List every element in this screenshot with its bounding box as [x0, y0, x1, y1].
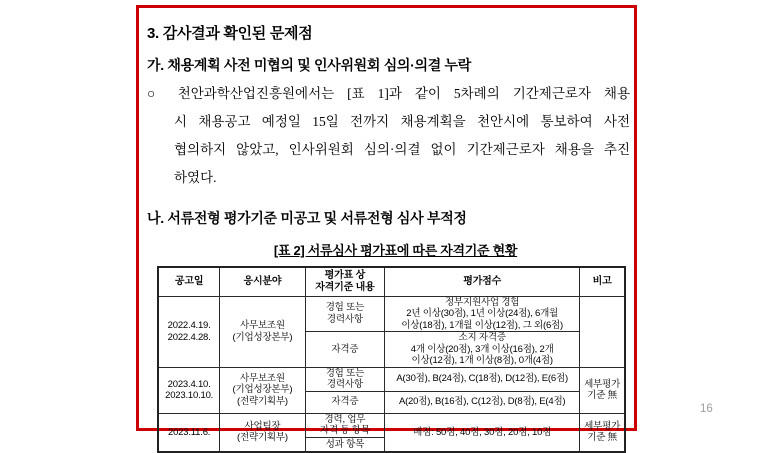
paragraph-line: 하였다. — [174, 170, 217, 185]
page-title: 3. 감사결과 확인된 문제점 — [147, 25, 313, 42]
paragraph-line: 협의하지 않았고, 인사위원회 심의·의결 없이 기간제근로자 채용을 추진 — [174, 142, 630, 157]
paragraph-line: 시 채용공고 예정일 15일 전까지 채용계획을 천안시에 통보하여 사전 — [174, 114, 630, 129]
cell-note: 세부평가 기준 無 — [580, 367, 625, 413]
paragraph-line — [147, 80, 630, 108]
cell-field: 사무보조원 (기업성장본부) — [220, 296, 305, 367]
header-score: 평가점수 — [385, 267, 580, 296]
header-criteria-line1: 평가표 상 — [324, 269, 366, 281]
cell-score: 배점: 50점, 40점, 30점, 20점, 10점 — [385, 413, 580, 452]
section-b-heading: 나. 서류전형 평가기준 미공고 및 서류전형 심사 부적정 — [147, 210, 467, 226]
cell-field: 사무보조원 (기업성장본부) (전략기획부) — [220, 367, 305, 413]
table-row — [158, 296, 625, 332]
table-title: [표 2] 서류심사 평가표에 따른 자격기준 현황 — [273, 243, 518, 258]
cell-criteria: 자격증 — [305, 332, 385, 368]
section-a-heading: 가. 채용계획 사전 미협의 및 인사위원회 심의·의결 누락 — [147, 57, 472, 73]
cell-date: 2022.4.19. 2022.4.28. — [158, 296, 220, 367]
cell-date: 2023.11.6. — [158, 413, 220, 452]
table-row — [158, 367, 625, 391]
cell-field: 사업팀장 (전략기획부) — [220, 413, 305, 452]
cell-criteria: 경험 또는 경력사항 — [305, 367, 385, 391]
cell-score: A(20점), B(16점), C(12점), D(8점), E(4점) — [385, 391, 580, 413]
cell-date: 2023.4.10. 2023.10.10. — [158, 367, 220, 413]
header-announcement-date: 공고일 — [158, 267, 220, 296]
header-criteria — [305, 267, 385, 296]
paragraph-line-text: 천안과학산업진흥원에서는 [표 1]과 같이 5차례의 기간제근로자 채용 — [177, 86, 630, 101]
cell-criteria: 경험 또는 경력사항 — [305, 296, 385, 332]
cell-note — [580, 296, 625, 367]
table-header-row — [158, 267, 625, 296]
cell-score: 정부지원사업 경험 2년 이상(30점), 1년 이상(24점), 6개월 이상(18점), 1개월 이상(12점), 그 외(6점) — [385, 296, 580, 332]
circle-bullet-marker: ○ — [147, 86, 165, 101]
evaluation-criteria-table — [157, 266, 626, 453]
header-criteria-line2: 자격기준 내용 — [315, 281, 375, 293]
page-number: 16 — [700, 403, 713, 415]
cell-criteria: 경력, 업무 자격 등 항목 — [305, 413, 385, 437]
red-border-box — [136, 5, 637, 450]
cell-criteria: 자격증 — [305, 391, 385, 413]
cell-score: A(30점), B(24점), C(18점), D(12점), E(6점) — [385, 367, 580, 391]
section-a-paragraph — [147, 80, 630, 192]
cell-criteria: 성과 항목 — [305, 437, 385, 452]
cell-score: 소지 자격증 4개 이상(20점), 3개 이상(16점), 2개 이상(12점), 1개 이상(8점), 0개(4점) — [385, 332, 580, 368]
header-note: 비고 — [580, 267, 625, 296]
header-application-field: 응시분야 — [220, 267, 305, 296]
cell-note: 세부평가 기준 無 — [580, 413, 625, 452]
table-row — [158, 413, 625, 437]
